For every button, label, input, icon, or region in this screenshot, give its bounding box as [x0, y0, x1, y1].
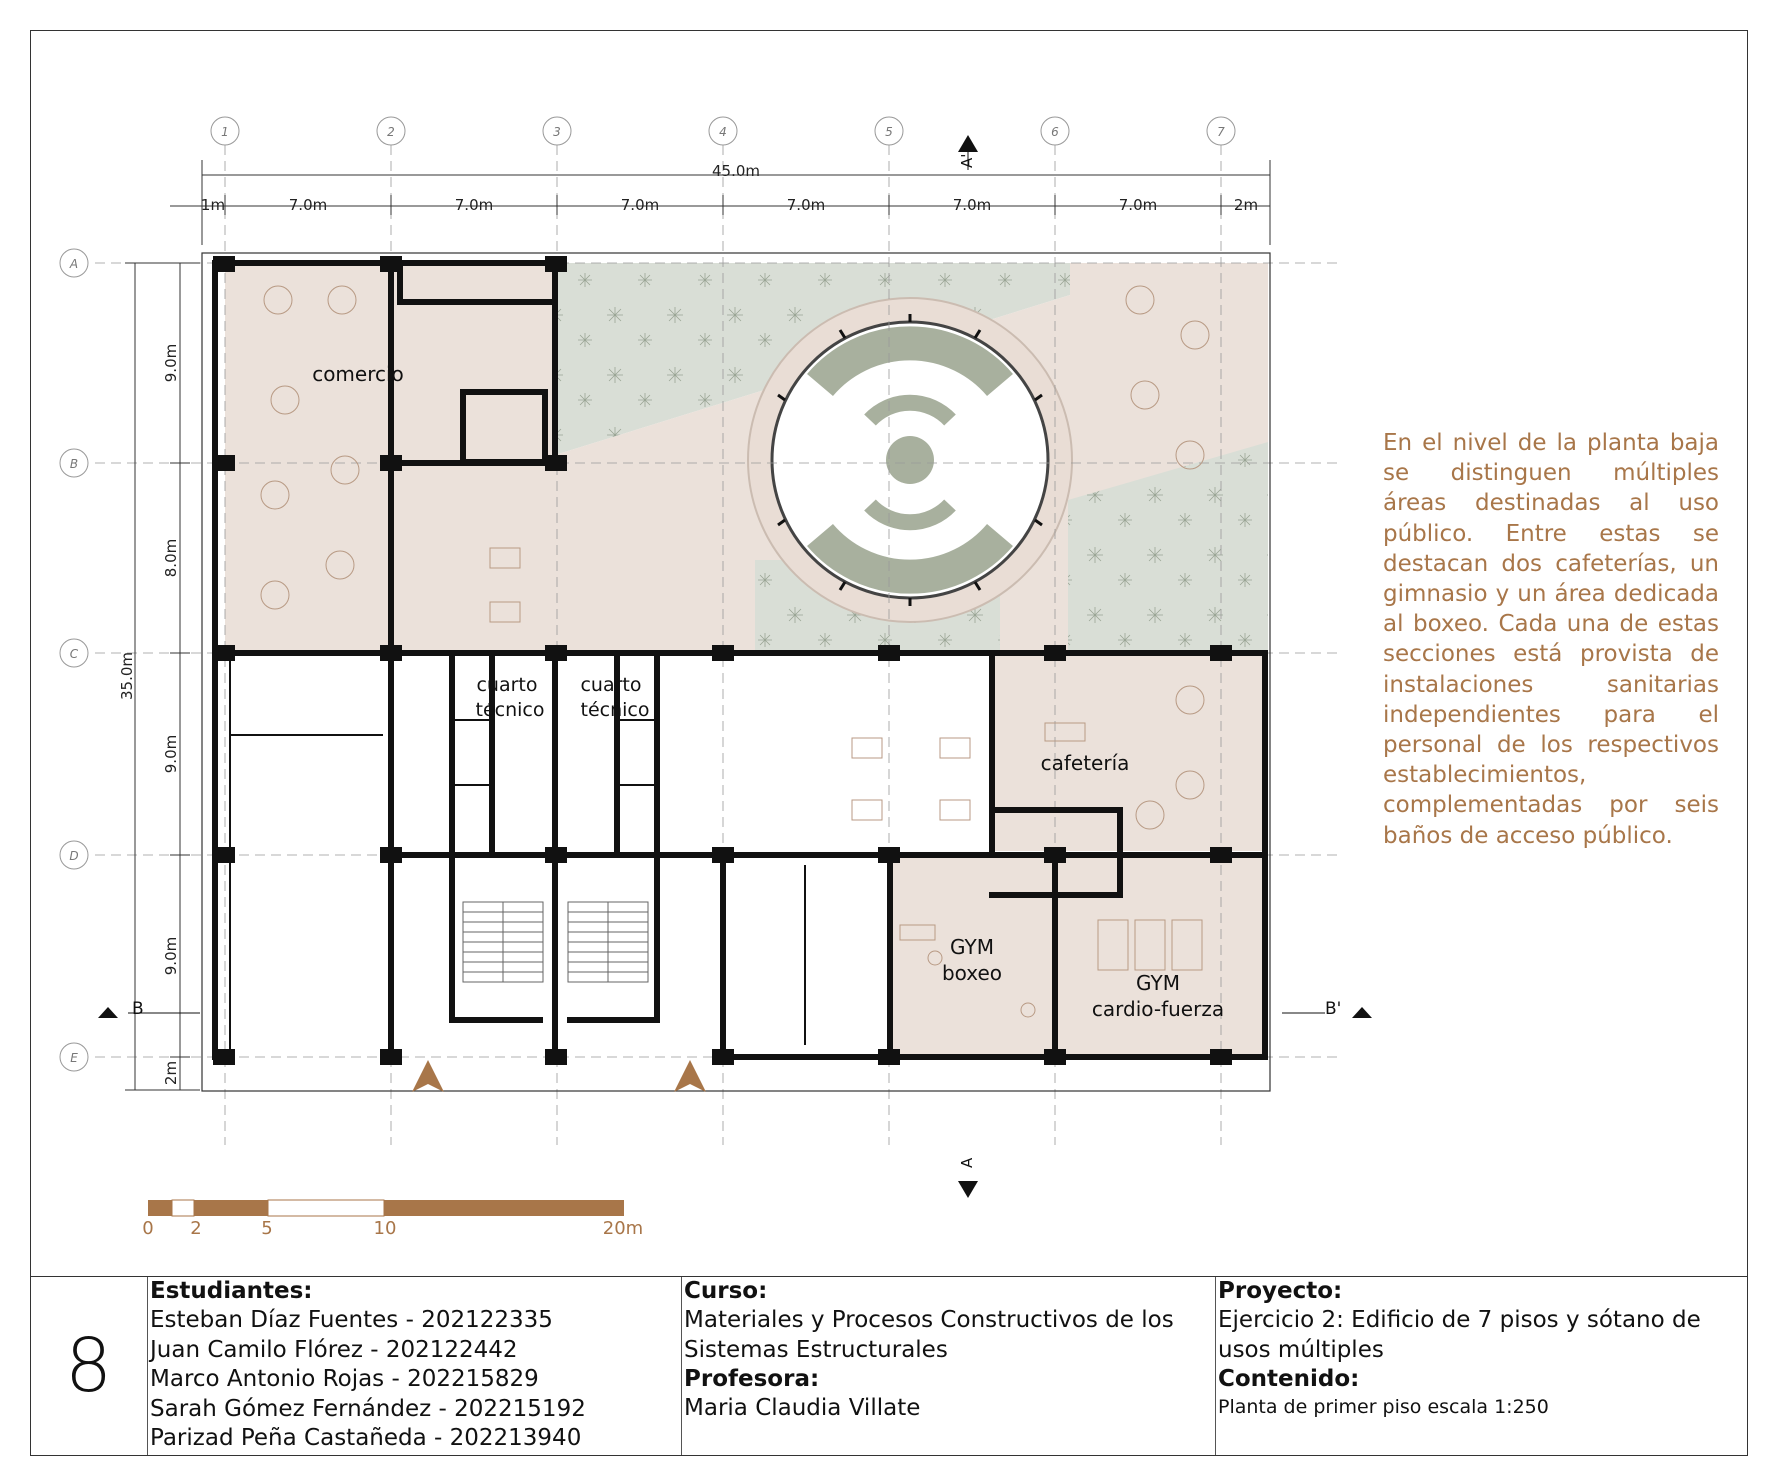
- scale-label-2: 2: [190, 1218, 202, 1239]
- scale-label-0: 0: [142, 1218, 154, 1239]
- room-label-cuarto-tecnico-2b: técnico: [580, 699, 650, 721]
- axis-label-a: A: [69, 257, 79, 271]
- professor-name: Maria Claudia Villate: [684, 1395, 921, 1421]
- bay-depth-dim-4: 9.0m: [162, 936, 180, 976]
- room-label-cuarto-tecnico-1b: técnico: [475, 699, 545, 721]
- scale-label-5: 5: [261, 1218, 273, 1239]
- project-section: [1216, 1277, 1746, 1455]
- bay-depth-dim-1: 9.0m: [162, 343, 180, 383]
- description-text: En el nivel de la planta baja se distinguen múltiples áreas destinadas al uso público. Entre estas se destacan dos cafeterías, un gimnasio y un área dedicada al boxeo. Cada una de estas secciones está provista de instalaciones sanitarias independientes para el personal de los respectivos establecimientos, complementadas por seis baños de acceso público.: [1383, 430, 1719, 849]
- bay-width-dim-3: 7.0m: [454, 196, 494, 214]
- room-label-cafeteria: cafetería: [1040, 751, 1130, 775]
- room-label-comercio: comercio: [312, 362, 404, 386]
- axis-label-6: 6: [1051, 125, 1059, 139]
- room-label-gym-boxeo-2: boxeo: [941, 961, 1003, 985]
- section-a-top: A': [958, 153, 976, 168]
- student-3: Marco Antonio Rojas - 202215829: [150, 1366, 539, 1392]
- room-label-gym-cardio-2: cardio-fuerza: [1091, 997, 1225, 1021]
- student-4: Sarah Gómez Fernández - 202215192: [150, 1395, 586, 1422]
- room-label-gym-cardio-1: GYM: [1136, 971, 1180, 995]
- axis-label-d: D: [69, 849, 79, 863]
- bay-width-dim-5: 7.0m: [786, 196, 826, 214]
- project-name: Ejercicio 2: Edificio de 7 pisos y sótano de usos múltiples: [1218, 1307, 1701, 1363]
- axis-label-3: 3: [553, 125, 561, 139]
- axis-label-7: 7: [1217, 125, 1225, 139]
- title-block: [30, 1276, 1748, 1456]
- section-b-right: B': [1325, 999, 1342, 1019]
- axis-label-c: C: [69, 647, 79, 661]
- bay-width-dim-2: 7.0m: [288, 196, 328, 214]
- bay-depth-dim-3: 9.0m: [162, 734, 180, 774]
- room-label-cuarto-tecnico-1a: cuarto: [476, 674, 538, 696]
- student-5: Parizad Peña Castañeda - 202213940: [150, 1425, 582, 1451]
- axis-label-2: 2: [387, 125, 395, 139]
- student-1: Esteban Díaz Fuentes - 202122335: [150, 1307, 553, 1333]
- project-heading: Proyecto:: [1218, 1278, 1343, 1304]
- content-heading: Contenido:: [1218, 1366, 1360, 1392]
- content-text: Planta de primer piso escala 1:250: [1218, 1396, 1549, 1418]
- students-heading: Estudiantes:: [150, 1278, 313, 1304]
- scale-label-10: 10: [373, 1218, 397, 1239]
- overall-width-dim: 45.0m: [711, 162, 761, 180]
- students-section: [148, 1277, 682, 1455]
- section-b-left: B: [132, 999, 144, 1019]
- bay-width-dim-6: 7.0m: [952, 196, 992, 214]
- axis-label-5: 5: [885, 125, 893, 139]
- student-2: Juan Camilo Flórez - 202122442: [150, 1336, 518, 1363]
- column-axis-bubbles: [211, 117, 1235, 145]
- axis-label-e: E: [70, 1051, 78, 1065]
- bay-width-dim-1: 1m: [200, 196, 226, 214]
- section-a-bottom: A: [958, 1157, 976, 1168]
- course-heading: Curso:: [684, 1278, 768, 1304]
- sheet-number: 8: [30, 1277, 148, 1455]
- professor-heading: Profesora:: [684, 1366, 820, 1392]
- scale-label-20m: 20m: [602, 1218, 644, 1239]
- overall-depth-dim: 35.0m: [118, 651, 136, 701]
- axis-label-4: 4: [719, 125, 727, 139]
- bay-width-dim-8: 2m: [1233, 196, 1259, 214]
- bay-width-dim-4: 7.0m: [620, 196, 660, 214]
- room-label-cuarto-tecnico-2a: cuarto: [580, 674, 642, 696]
- row-axis-bubbles: [60, 249, 88, 1071]
- course-name: Materiales y Procesos Constructivos de los Sistemas Estructurales: [684, 1307, 1174, 1363]
- bay-depth-dim-5: 2m: [162, 1060, 180, 1086]
- course-section: [682, 1277, 1216, 1455]
- bay-depth-dim-2: 8.0m: [162, 538, 180, 578]
- scale-bar: [148, 1200, 624, 1216]
- axis-label-1: 1: [221, 125, 229, 139]
- bay-width-dim-7: 7.0m: [1118, 196, 1158, 214]
- room-label-gym-boxeo-1: GYM: [950, 935, 994, 959]
- axis-label-b: B: [69, 457, 79, 471]
